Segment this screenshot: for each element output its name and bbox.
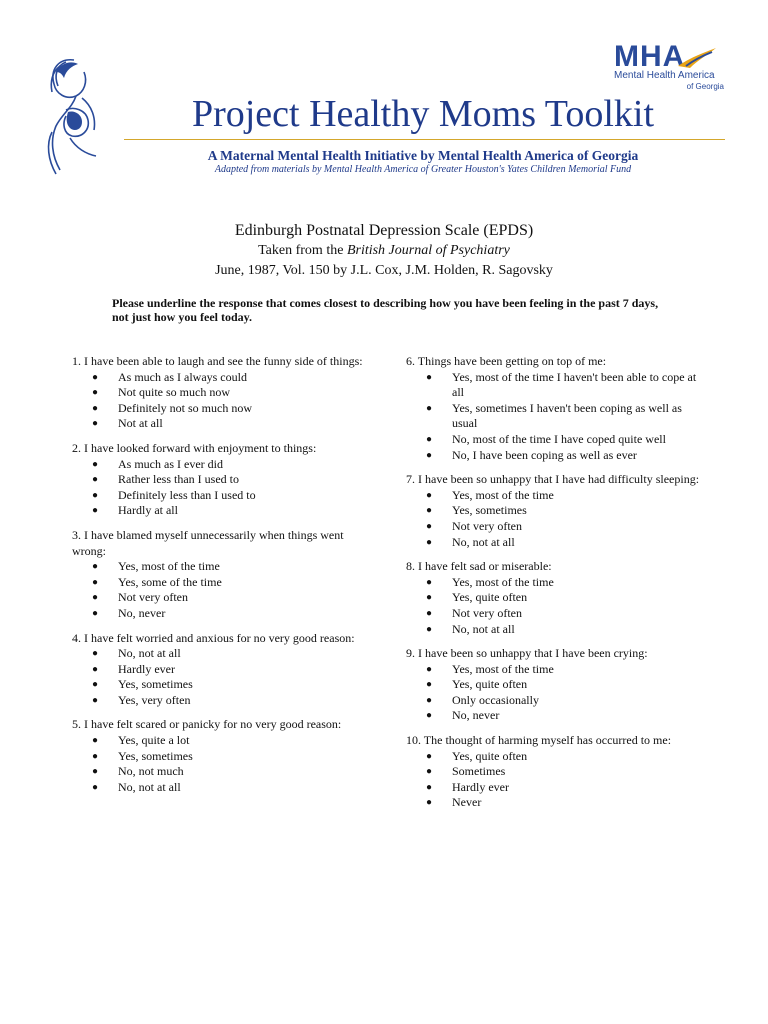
question (72, 717, 372, 795)
answer-option[interactable] (72, 606, 372, 622)
answer-option-label: Yes, most of the time (452, 487, 554, 502)
answer-option-label: No, not at all (118, 779, 181, 794)
question-text: 2. I have looked forward with enjoyment to things: (72, 440, 317, 455)
answer-option[interactable] (72, 401, 372, 417)
answer-option[interactable] (72, 559, 372, 575)
question (406, 733, 706, 811)
scale-title: Edinburgh Postnatal Depression Scale (EPDS) (234, 222, 534, 239)
scale-heading (0, 221, 768, 281)
answer-option[interactable] (406, 448, 706, 464)
bullet-icon: ● (426, 607, 433, 619)
bullet-icon: ● (92, 679, 99, 691)
question (72, 631, 372, 709)
answer-option-label: Hardly ever (118, 661, 175, 676)
answer-options (72, 559, 372, 621)
answer-option[interactable] (72, 385, 372, 401)
answer-option[interactable] (72, 662, 372, 678)
title-divider (124, 139, 725, 140)
answer-option-label: Yes, some of the time (118, 574, 222, 589)
mha-logo-sub: of Georgia (686, 82, 724, 91)
question-text: 4. I have felt worried and anxious for no very good reason: (72, 630, 355, 645)
page-header (0, 0, 768, 190)
answer-option[interactable] (406, 503, 706, 519)
answer-option-label: Hardly at all (118, 503, 178, 518)
scale-source-journal: British Journal of Psychiatry (346, 243, 510, 258)
bullet-icon: ● (92, 458, 99, 470)
mha-logo-letters: MHA (614, 40, 686, 73)
bullet-icon: ● (426, 781, 433, 793)
question-text: 1. I have been able to laugh and see the funny side of things: (72, 354, 363, 368)
answer-option[interactable] (406, 693, 706, 709)
answer-option-label: Not very often (118, 590, 188, 605)
answer-option[interactable] (72, 780, 372, 796)
answer-option-label: Yes, sometimes (118, 677, 193, 692)
answer-option-label: Yes, sometimes I haven't been coping as well as usual (452, 400, 682, 431)
answer-option-label: Yes, quite often (452, 677, 528, 692)
answer-option-label: Not quite so much now (118, 385, 230, 400)
bullet-icon: ● (92, 592, 99, 604)
question (406, 354, 706, 463)
bullet-icon: ● (92, 648, 99, 660)
answer-option[interactable] (406, 590, 706, 606)
answer-option-label: No, not much (118, 764, 184, 779)
bullet-icon: ● (426, 766, 433, 778)
answer-option-label: No, not at all (452, 534, 515, 549)
bullet-icon: ● (92, 371, 99, 383)
question-text: 9. I have been so unhappy that I have been crying: (406, 646, 648, 661)
answer-option[interactable] (72, 646, 372, 662)
question-text: 3. I have blamed myself unnecessarily when things went wrong: (72, 527, 344, 558)
answer-option-label: Not at all (118, 416, 163, 431)
answer-option-label: No, I have been coping as well as ever (452, 447, 637, 462)
answer-option[interactable] (72, 457, 372, 473)
question (72, 441, 372, 519)
answer-option-label: Yes, quite often (452, 748, 528, 763)
answer-option-label: Yes, most of the time (452, 574, 554, 589)
answer-option-label: Yes, quite often (452, 590, 528, 605)
answer-options (72, 733, 372, 795)
answer-option[interactable] (406, 622, 706, 638)
mha-logo-name: Mental Health America (614, 70, 715, 81)
bullet-icon: ● (426, 679, 433, 691)
bullet-icon: ● (426, 694, 433, 706)
answer-options (406, 575, 706, 637)
answer-option-label: Definitely not so much now (118, 400, 252, 415)
answer-options (406, 749, 706, 811)
answer-option[interactable] (72, 749, 372, 765)
bullet-icon: ● (92, 750, 99, 762)
bullet-icon: ● (92, 766, 99, 778)
answer-option[interactable] (406, 749, 706, 765)
page-subtitle: A Maternal Mental Health Initiative by Mental Health America of Georgia (207, 148, 639, 163)
answer-option-label: Hardly ever (452, 779, 509, 794)
bullet-icon: ● (426, 797, 433, 809)
bullet-icon: ● (92, 694, 99, 706)
question (406, 472, 706, 550)
bullet-icon: ● (92, 474, 99, 486)
answer-option-label: No, never (118, 605, 166, 620)
answer-option-label: Yes, most of the time I haven't been able to cope at all (452, 369, 697, 400)
answer-option[interactable] (406, 795, 706, 811)
answer-option[interactable] (406, 764, 706, 780)
answer-option-label: Yes, very often (118, 692, 191, 707)
question-text: 8. I have felt sad or miserable: (406, 559, 552, 574)
question-text: 7. I have been so unhappy that I have had difficulty sleeping: (406, 472, 700, 487)
answer-option[interactable] (406, 677, 706, 693)
answer-option[interactable] (72, 693, 372, 709)
question (72, 528, 372, 622)
answer-option[interactable] (72, 503, 372, 519)
answer-option[interactable] (406, 780, 706, 796)
bullet-icon: ● (426, 663, 433, 675)
answer-option-label: Definitely less than I used to (118, 487, 256, 502)
answer-option-label: Yes, most of the time (452, 661, 554, 676)
answer-options (72, 370, 372, 432)
instructions: Please underline the response that comes closest to describing how you have been feeling in the past 7 days, not just how you feel today. (112, 296, 659, 324)
answer-option[interactable] (406, 575, 706, 591)
answer-option[interactable] (72, 677, 372, 693)
answer-option[interactable] (406, 519, 706, 535)
bullet-icon: ● (92, 402, 99, 414)
bullet-icon: ● (92, 663, 99, 675)
answer-option-label: Sometimes (452, 764, 506, 779)
answer-option-label: Never (452, 795, 482, 810)
bullet-icon: ● (426, 449, 433, 461)
answer-option-label: As much as I always could (118, 369, 247, 384)
answer-option-label: Not very often (452, 518, 522, 533)
answer-options (406, 662, 706, 724)
question-text: 6. Things have been getting on top of me: (406, 354, 607, 368)
answer-option[interactable] (72, 472, 372, 488)
answer-options (406, 488, 706, 550)
bullet-icon: ● (92, 418, 99, 430)
bullet-icon: ● (426, 371, 433, 383)
answer-option[interactable] (406, 662, 706, 678)
bullet-icon: ● (426, 750, 433, 762)
answer-option-label: Yes, quite a lot (118, 733, 190, 748)
bullet-icon: ● (426, 505, 433, 517)
answer-option[interactable] (406, 370, 706, 401)
bullet-icon: ● (426, 489, 433, 501)
answer-option-label: No, not at all (118, 646, 181, 661)
bullet-icon: ● (426, 592, 433, 604)
answer-option[interactable] (406, 488, 706, 504)
scale-citation: June, 1987, Vol. 150 by J.L. Cox, J.M. Holden, R. Sagovsky (215, 263, 553, 278)
scale-source (0, 241, 768, 261)
bullet-icon: ● (426, 623, 433, 635)
answer-options (72, 646, 372, 708)
bullet-icon: ● (426, 536, 433, 548)
answer-options (72, 457, 372, 519)
answer-options (406, 370, 706, 464)
answer-option[interactable] (406, 606, 706, 622)
answer-option-label: No, not at all (452, 621, 515, 636)
answer-option-label: Yes, sometimes (452, 503, 527, 518)
question (406, 559, 706, 637)
page-title: Project Healthy Moms Toolkit (191, 93, 655, 135)
bullet-icon: ● (92, 576, 99, 588)
answer-option[interactable] (72, 416, 372, 432)
bullet-icon: ● (426, 402, 433, 414)
bullet-icon: ● (92, 387, 99, 399)
bullet-icon: ● (92, 607, 99, 619)
answer-option[interactable] (72, 575, 372, 591)
bullet-icon: ● (426, 433, 433, 445)
answer-option[interactable] (72, 764, 372, 780)
bullet-icon: ● (92, 735, 99, 747)
answer-option[interactable] (72, 733, 372, 749)
answer-option-label: As much as I ever did (118, 456, 223, 471)
answer-option[interactable] (406, 708, 706, 724)
bullet-icon: ● (426, 520, 433, 532)
bullet-icon: ● (92, 561, 99, 573)
bullet-icon: ● (92, 781, 99, 793)
answer-option-label: Yes, most of the time (118, 559, 220, 574)
answer-option-label: Rather less than I used to (118, 472, 239, 487)
answer-option-label: No, most of the time I have coped quite well (452, 431, 666, 446)
answer-option[interactable] (406, 401, 706, 432)
bullet-icon: ● (426, 576, 433, 588)
question-text: 5. I have felt scared or panicky for no very good reason: (72, 717, 342, 732)
questions-column-right (406, 354, 706, 820)
question (72, 354, 372, 432)
answer-option-label: Only occasionally (452, 692, 539, 707)
answer-option[interactable] (406, 432, 706, 448)
answer-option-label: Yes, sometimes (118, 748, 193, 763)
question-text: 10. The thought of harming myself has occurred to me: (406, 733, 672, 748)
answer-option[interactable] (72, 590, 372, 606)
questions-column-left (72, 354, 372, 804)
question (406, 646, 706, 724)
answer-option[interactable] (72, 488, 372, 504)
scale-source-prefix: Taken from the (258, 243, 347, 258)
bullet-icon: ● (92, 489, 99, 501)
mha-bird-icon (676, 44, 720, 70)
adapted-note: Adapted from materials by Mental Health America of Greater Houston's Yates Children Memorial Fund (214, 164, 632, 175)
answer-option-label: Not very often (452, 605, 522, 620)
bullet-icon: ● (92, 505, 99, 517)
answer-option-label: No, never (452, 708, 500, 723)
answer-option[interactable] (406, 535, 706, 551)
bullet-icon: ● (426, 710, 433, 722)
answer-option[interactable] (72, 370, 372, 386)
mha-logo (614, 40, 726, 92)
